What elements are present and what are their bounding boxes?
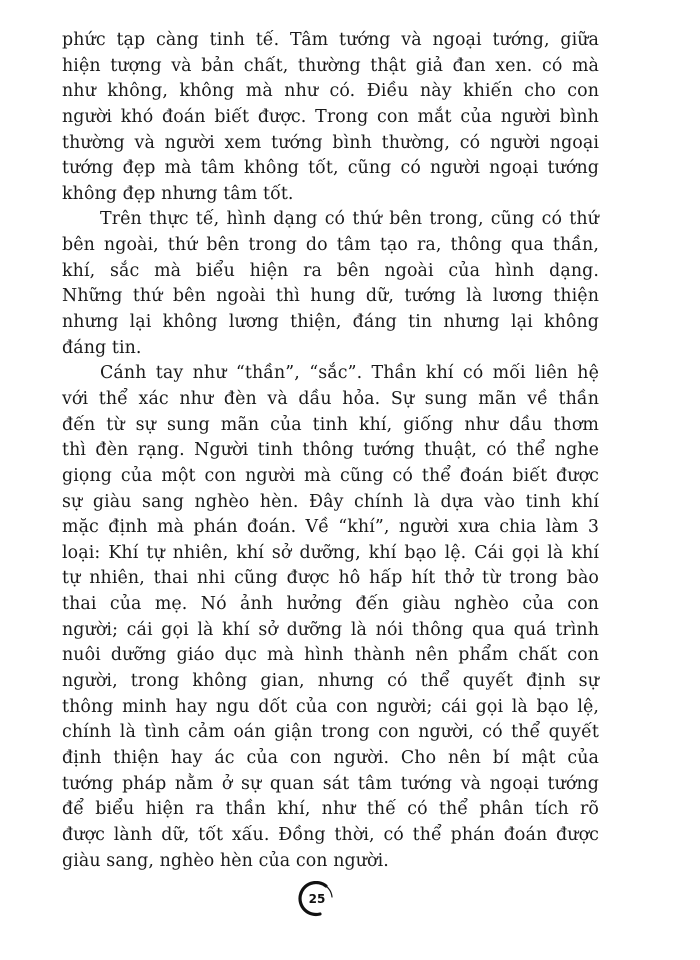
text-line: thì đèn rạng. Người tinh thông tướng thuật, có thể nghe <box>62 440 599 461</box>
text-line: đến từ sự sung mãn của tinh khí, giống như dầu thơm <box>62 414 599 435</box>
text-line: phức tạp càng tinh tế. Tâm tướng và ngoại tướng, giữa <box>62 30 599 50</box>
text-line: Những thứ bên ngoài thì hung dữ, tướng là lương thiện <box>62 286 599 307</box>
text-line: chính là tình cảm oán giận trong con người, có thể quyết <box>62 722 599 743</box>
text-line: tướng đẹp mà tâm không tốt, cũng có người ngoại tướng <box>62 158 599 179</box>
text-line: mặc định mà phán đoán. Về “khí”, người xưa chia làm 3 <box>62 517 599 538</box>
text-line: giàu sang, nghèo hèn của con người. <box>62 850 389 871</box>
text-line: thông minh hay ngu dốt của con người; cái gọi là bạo lệ, <box>62 696 599 717</box>
text-line: với thể xác như đèn và dầu hỏa. Sự sung mãn về thần <box>62 388 599 409</box>
text-line: sự giàu sang nghèo hèn. Đây chính là dựa vào tinh khí <box>62 491 599 512</box>
text-line: người khó đoán biết được. Trong con mắt của người bình <box>62 106 599 127</box>
paragraph-first-line: Cánh tay như “thần”, “sắc”. Thần khí có mối liên hệ <box>100 363 599 384</box>
text-line: nhưng lại không lương thiện, đáng tin nhưng lại không <box>62 312 599 333</box>
text-line: người, trong không gian, nhưng có thể quyết định sự <box>62 671 599 692</box>
text-line: không đẹp nhưng tâm tốt. <box>62 183 294 204</box>
page-number: 25 <box>308 892 326 906</box>
paragraph-first-line: Trên thực tế, hình dạng có thứ bên trong, cũng có thứ <box>100 209 599 230</box>
page-body-text <box>62 28 599 874</box>
text-line: đáng tin. <box>62 337 142 358</box>
text-line: để biểu hiện ra thần khí, như thế có thể phân tích rõ <box>62 799 599 820</box>
text-line: thai của mẹ. Nó ảnh hưởng đến giàu nghèo của con <box>62 594 599 615</box>
text-line: giọng của một con người mà cũng có thể đoán biết được <box>62 465 599 486</box>
text-line: nuôi dưỡng giáo dục mà hình thành nên phẩm chất con <box>62 645 599 666</box>
text-line: tướng pháp nằm ở sự quan sát tâm tướng và ngoại tướng <box>62 773 599 794</box>
text-line: như không, không mà như có. Điều này khiến cho con <box>62 81 599 102</box>
text-line: bên ngoài, thứ bên trong do tâm tạo ra, thông qua thần, <box>62 235 599 256</box>
text-line: người; cái gọi là khí sở dưỡng là nói thông qua quá trình <box>62 619 599 640</box>
text-line: tự nhiên, thai nhi cũng được hô hấp hít thở từ trong bào <box>62 568 599 589</box>
text-line: định thiện hay ác của con người. Cho nên bí mật của <box>62 747 599 768</box>
page-number-badge <box>296 881 336 917</box>
text-line: thường và người xem tướng bình thường, có người ngoại <box>62 132 599 153</box>
text-line: hiện tượng và bản chất, thường thật giả đan xen. có mà <box>62 55 599 76</box>
text-line: được lành dữ, tốt xấu. Đồng thời, có thể phán đoán được <box>62 824 599 845</box>
text-line: khí, sắc mà biểu hiện ra bên ngoài của hình dạng. <box>62 260 599 281</box>
text-line: loại: Khí tự nhiên, khí sở dưỡng, khí bạo lệ. Cái gọi là khí <box>62 542 599 563</box>
